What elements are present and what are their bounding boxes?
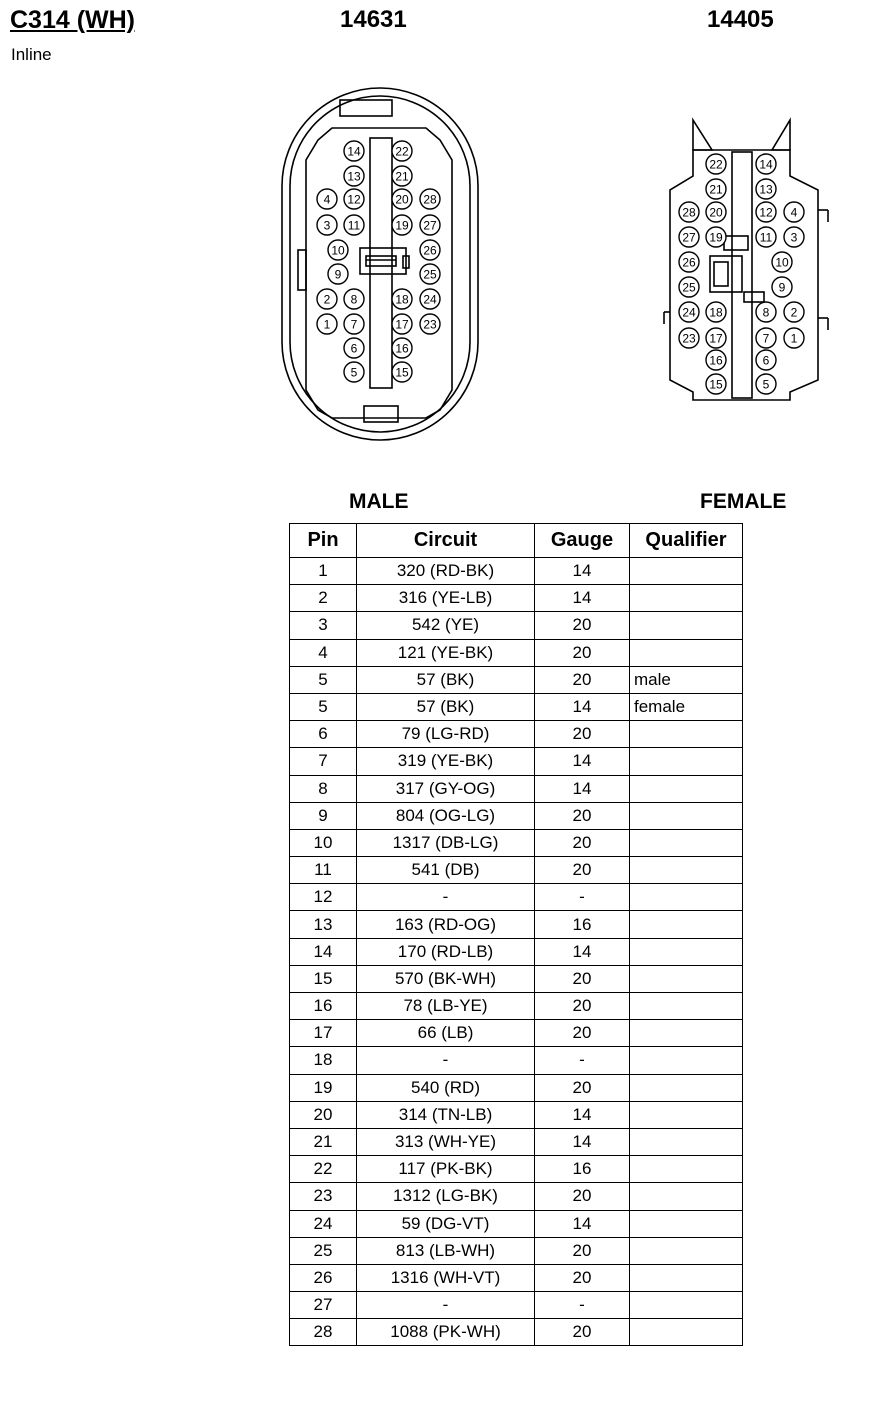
circuit-cell: 57 (BK) xyxy=(357,666,535,693)
male-pin-number: 24 xyxy=(423,292,437,307)
male-pin-number: 20 xyxy=(395,192,409,207)
circuit-cell: 121 (YE-BK) xyxy=(357,639,535,666)
female-pin-number: 3 xyxy=(790,230,798,245)
male-pin-number: 14 xyxy=(347,144,361,159)
circuit-cell: 542 (YE) xyxy=(357,612,535,639)
gauge-cell: 20 xyxy=(535,802,630,829)
table-row xyxy=(290,829,743,856)
gauge-cell: 14 xyxy=(535,585,630,612)
qualifier-cell xyxy=(630,1020,743,1047)
header-pin: Pin xyxy=(290,524,357,558)
qualifier-cell xyxy=(630,965,743,992)
pin-cell: 22 xyxy=(290,1156,357,1183)
pin-table xyxy=(289,523,743,1346)
pin-cell: 21 xyxy=(290,1128,357,1155)
male-pin-number: 1 xyxy=(323,317,331,332)
table-row xyxy=(290,1128,743,1155)
qualifier-cell xyxy=(630,775,743,802)
table-row xyxy=(290,1156,743,1183)
gauge-cell: 20 xyxy=(535,612,630,639)
female-pin-number: 26 xyxy=(682,255,696,270)
gauge-cell: 14 xyxy=(535,1210,630,1237)
pin-cell: 18 xyxy=(290,1047,357,1074)
female-pin-number: 21 xyxy=(709,182,723,197)
table-row xyxy=(290,558,743,585)
pin-cell: 15 xyxy=(290,965,357,992)
pin-cell: 9 xyxy=(290,802,357,829)
male-pin-number: 12 xyxy=(347,192,361,207)
female-pin-number: 7 xyxy=(762,331,770,346)
qualifier-cell xyxy=(630,1264,743,1291)
pin-cell: 11 xyxy=(290,857,357,884)
pin-cell: 17 xyxy=(290,1020,357,1047)
gauge-cell: 20 xyxy=(535,1020,630,1047)
pin-cell: 4 xyxy=(290,639,357,666)
qualifier-cell xyxy=(630,558,743,585)
male-pin-number: 3 xyxy=(323,218,331,233)
circuit-cell: 540 (RD) xyxy=(357,1074,535,1101)
table-row xyxy=(290,965,743,992)
female-pin-number: 13 xyxy=(759,182,773,197)
female-pin-number: 23 xyxy=(682,331,696,346)
gauge-cell: 20 xyxy=(535,965,630,992)
gauge-cell: 20 xyxy=(535,993,630,1020)
female-pin-number: 18 xyxy=(709,305,723,320)
female-pin-number: 5 xyxy=(762,377,770,392)
gauge-cell: 20 xyxy=(535,666,630,693)
table-row xyxy=(290,857,743,884)
qualifier-cell xyxy=(630,993,743,1020)
circuit-cell: 1312 (LG-BK) xyxy=(357,1183,535,1210)
circuit-cell: 314 (TN-LB) xyxy=(357,1101,535,1128)
male-pin-number: 23 xyxy=(423,317,437,332)
gauge-cell: 20 xyxy=(535,829,630,856)
pin-cell: 6 xyxy=(290,721,357,748)
gauge-cell: 20 xyxy=(535,721,630,748)
female-pin-number: 8 xyxy=(762,305,770,320)
female-part-number: 14405 xyxy=(707,6,774,33)
female-pin-number: 11 xyxy=(759,230,773,245)
male-pin-number: 25 xyxy=(423,267,437,282)
pin-cell: 28 xyxy=(290,1319,357,1346)
male-part-number: 14631 xyxy=(340,6,407,33)
pin-cell: 19 xyxy=(290,1074,357,1101)
table-row xyxy=(290,748,743,775)
male-connector-diagram xyxy=(270,80,490,450)
table-row xyxy=(290,1020,743,1047)
gauge-cell: 16 xyxy=(535,911,630,938)
male-pin-number: 19 xyxy=(395,218,409,233)
circuit-cell: 313 (WH-YE) xyxy=(357,1128,535,1155)
female-pin-number: 6 xyxy=(762,353,770,368)
gauge-cell: - xyxy=(535,884,630,911)
male-pin-number: 6 xyxy=(350,341,358,356)
qualifier-cell xyxy=(630,612,743,639)
pin-cell: 23 xyxy=(290,1183,357,1210)
circuit-cell: 78 (LB-YE) xyxy=(357,993,535,1020)
male-pin-number: 10 xyxy=(331,243,345,258)
qualifier-cell xyxy=(630,1101,743,1128)
gauge-cell: 14 xyxy=(535,938,630,965)
table-row xyxy=(290,1183,743,1210)
male-pin-number: 7 xyxy=(350,317,358,332)
circuit-cell: 163 (RD-OG) xyxy=(357,911,535,938)
gauge-cell: 14 xyxy=(535,1101,630,1128)
header-gauge: Gauge xyxy=(535,524,630,558)
circuit-cell: 320 (RD-BK) xyxy=(357,558,535,585)
circuit-cell: 570 (BK-WH) xyxy=(357,965,535,992)
circuit-cell: 319 (YE-BK) xyxy=(357,748,535,775)
header-qualifier: Qualifier xyxy=(630,524,743,558)
table-row xyxy=(290,1292,743,1319)
qualifier-cell xyxy=(630,1128,743,1155)
connector-location: Inline xyxy=(11,45,52,64)
circuit-cell: 1088 (PK-WH) xyxy=(357,1319,535,1346)
female-pin-number: 15 xyxy=(709,377,723,392)
pin-cell: 1 xyxy=(290,558,357,585)
circuit-cell: 57 (BK) xyxy=(357,693,535,720)
qualifier-cell xyxy=(630,1156,743,1183)
circuit-cell: 79 (LG-RD) xyxy=(357,721,535,748)
qualifier-cell xyxy=(630,585,743,612)
male-pin-number: 5 xyxy=(350,365,358,380)
qualifier-cell xyxy=(630,1183,743,1210)
circuit-cell: 1317 (DB-LG) xyxy=(357,829,535,856)
table-row xyxy=(290,1237,743,1264)
qualifier-cell: female xyxy=(630,693,743,720)
female-pin-number: 17 xyxy=(709,331,723,346)
table-row xyxy=(290,802,743,829)
pin-cell: 12 xyxy=(290,884,357,911)
male-pin-number: 21 xyxy=(395,169,409,184)
qualifier-cell xyxy=(630,1237,743,1264)
female-label: FEMALE xyxy=(700,490,787,513)
male-pin-number: 16 xyxy=(395,341,409,356)
male-pin-number: 8 xyxy=(350,292,358,307)
qualifier-cell xyxy=(630,938,743,965)
male-pin-number: 4 xyxy=(323,192,331,207)
male-pin-number: 18 xyxy=(395,292,409,307)
table-row xyxy=(290,1319,743,1346)
male-pin-cavities xyxy=(317,141,440,382)
qualifier-cell xyxy=(630,1047,743,1074)
circuit-cell: 541 (DB) xyxy=(357,857,535,884)
gauge-cell: 16 xyxy=(535,1156,630,1183)
qualifier-cell xyxy=(630,639,743,666)
female-pin-number: 24 xyxy=(682,305,696,320)
circuit-cell: 317 (GY-OG) xyxy=(357,775,535,802)
qualifier-cell xyxy=(630,1074,743,1101)
gauge-cell: 20 xyxy=(535,1319,630,1346)
qualifier-cell xyxy=(630,802,743,829)
table-row xyxy=(290,1047,743,1074)
gauge-cell: 20 xyxy=(535,1264,630,1291)
female-pin-number: 25 xyxy=(682,280,696,295)
gauge-cell: 14 xyxy=(535,748,630,775)
female-pin-number: 2 xyxy=(790,305,798,320)
gauge-cell: 14 xyxy=(535,1128,630,1155)
qualifier-cell: male xyxy=(630,666,743,693)
pin-cell: 25 xyxy=(290,1237,357,1264)
pin-cell: 3 xyxy=(290,612,357,639)
gauge-cell: 20 xyxy=(535,1183,630,1210)
circuit-cell: 804 (OG-LG) xyxy=(357,802,535,829)
connector-title: C314 (WH) xyxy=(10,6,136,34)
male-pin-number: 13 xyxy=(347,169,361,184)
gauge-cell: 14 xyxy=(535,775,630,802)
gauge-cell: 20 xyxy=(535,1074,630,1101)
female-pin-number: 9 xyxy=(778,280,786,295)
female-pin-number: 27 xyxy=(682,230,696,245)
female-pin-number: 4 xyxy=(790,205,798,220)
pin-cell: 24 xyxy=(290,1210,357,1237)
qualifier-cell xyxy=(630,721,743,748)
table-row xyxy=(290,693,743,720)
table-row xyxy=(290,1264,743,1291)
pin-cell: 8 xyxy=(290,775,357,802)
male-pin-number: 27 xyxy=(423,218,437,233)
qualifier-cell xyxy=(630,748,743,775)
qualifier-cell xyxy=(630,911,743,938)
pin-cell: 2 xyxy=(290,585,357,612)
table-row xyxy=(290,775,743,802)
gauge-cell: 20 xyxy=(535,1237,630,1264)
male-pin-number: 26 xyxy=(423,243,437,258)
circuit-cell: 170 (RD-LB) xyxy=(357,938,535,965)
female-pin-number: 14 xyxy=(759,157,773,172)
table-row xyxy=(290,666,743,693)
table-row xyxy=(290,911,743,938)
table-row xyxy=(290,938,743,965)
female-pin-number: 1 xyxy=(790,331,798,346)
qualifier-cell xyxy=(630,1292,743,1319)
gauge-cell: - xyxy=(535,1047,630,1074)
pin-cell: 5 xyxy=(290,693,357,720)
header-circuit: Circuit xyxy=(357,524,535,558)
circuit-cell: 1316 (WH-VT) xyxy=(357,1264,535,1291)
table-row xyxy=(290,1101,743,1128)
qualifier-cell xyxy=(630,829,743,856)
pin-cell: 27 xyxy=(290,1292,357,1319)
pin-cell: 7 xyxy=(290,748,357,775)
table-row xyxy=(290,612,743,639)
qualifier-cell xyxy=(630,1319,743,1346)
female-pin-number: 12 xyxy=(759,205,773,220)
female-pin-number: 22 xyxy=(709,157,723,172)
male-pin-number: 9 xyxy=(334,267,342,282)
female-pin-number: 16 xyxy=(709,353,723,368)
qualifier-cell xyxy=(630,884,743,911)
qualifier-cell xyxy=(630,1210,743,1237)
pin-cell: 10 xyxy=(290,829,357,856)
gauge-cell: 14 xyxy=(535,558,630,585)
gauge-cell: 20 xyxy=(535,639,630,666)
male-label: MALE xyxy=(349,490,409,513)
female-pin-number: 20 xyxy=(709,205,723,220)
table-row xyxy=(290,1210,743,1237)
female-pin-number: 19 xyxy=(709,230,723,245)
male-pin-number: 22 xyxy=(395,144,409,159)
circuit-cell: 59 (DG-VT) xyxy=(357,1210,535,1237)
male-pin-number: 17 xyxy=(395,317,409,332)
gauge-cell: 20 xyxy=(535,857,630,884)
table-row xyxy=(290,1074,743,1101)
circuit-cell: 813 (LB-WH) xyxy=(357,1237,535,1264)
male-pin-number: 28 xyxy=(423,192,437,207)
male-pin-number: 11 xyxy=(347,218,361,233)
pin-cell: 16 xyxy=(290,993,357,1020)
female-pin-number: 10 xyxy=(775,255,789,270)
circuit-cell: 117 (PK-BK) xyxy=(357,1156,535,1183)
table-row xyxy=(290,639,743,666)
table-row xyxy=(290,884,743,911)
circuit-cell: - xyxy=(357,884,535,911)
male-pin-number: 15 xyxy=(395,365,409,380)
gauge-cell: - xyxy=(535,1292,630,1319)
pin-cell: 13 xyxy=(290,911,357,938)
pin-cell: 26 xyxy=(290,1264,357,1291)
male-pin-number: 2 xyxy=(323,292,331,307)
gauge-cell: 14 xyxy=(535,693,630,720)
circuit-cell: - xyxy=(357,1292,535,1319)
female-pin-number: 28 xyxy=(682,205,696,220)
table-header-row xyxy=(290,524,743,558)
qualifier-cell xyxy=(630,857,743,884)
female-connector-diagram xyxy=(660,110,840,410)
table-row xyxy=(290,585,743,612)
table-row xyxy=(290,993,743,1020)
table-row xyxy=(290,721,743,748)
circuit-cell: 66 (LB) xyxy=(357,1020,535,1047)
circuit-cell: 316 (YE-LB) xyxy=(357,585,535,612)
pin-cell: 5 xyxy=(290,666,357,693)
circuit-cell: - xyxy=(357,1047,535,1074)
pin-cell: 14 xyxy=(290,938,357,965)
pin-cell: 20 xyxy=(290,1101,357,1128)
